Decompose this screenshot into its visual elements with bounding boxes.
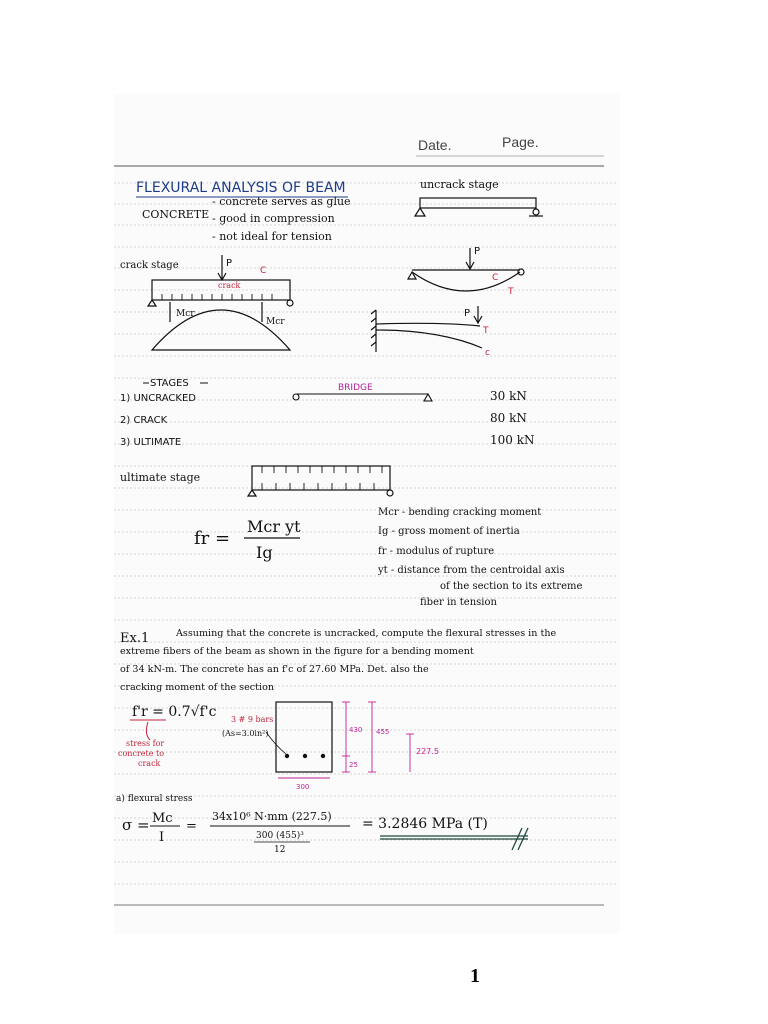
cantilever-c: c bbox=[485, 348, 490, 358]
example-text-line: of 34 kN-m. The concrete has an f'c of 27.60 MPa. Det. also the bbox=[120, 664, 429, 675]
section-d1: 430 bbox=[349, 726, 363, 734]
stage-name: 2) CRACK bbox=[120, 415, 168, 426]
fr-note: crack bbox=[138, 759, 161, 768]
example-text-line: Assuming that the concrete is uncracked, compute the flexural stresses in the bbox=[176, 628, 557, 639]
sigma-symbol: σ = bbox=[122, 816, 150, 834]
fr-note: stress for bbox=[126, 739, 165, 748]
crack-mcr-left: Mcr bbox=[176, 309, 195, 319]
example-label: Ex.1 bbox=[120, 631, 150, 646]
concrete-note: - concrete serves as glue bbox=[212, 195, 351, 208]
section-yt: 227.5 bbox=[416, 747, 439, 756]
section-width: 300 bbox=[296, 783, 310, 791]
crack-annotation: crack bbox=[218, 281, 241, 290]
deflected-t: T bbox=[508, 287, 514, 297]
page-number: 1 bbox=[470, 965, 480, 987]
formula-lhs: fr = bbox=[194, 528, 231, 549]
flexural-label: a) flexural stress bbox=[116, 794, 193, 804]
cantilever-t: T bbox=[483, 326, 489, 336]
concrete-label: CONCRETE bbox=[142, 208, 210, 221]
stage-name: 3) ULTIMATE bbox=[120, 437, 182, 448]
fr-formula: f'r = 0.7√f'c bbox=[132, 704, 217, 720]
stage-load: 80 kN bbox=[490, 411, 527, 425]
mc-numerator: Mc bbox=[152, 811, 173, 826]
crack-compression-c: C bbox=[260, 266, 267, 276]
page-title: FLEXURAL ANALYSIS OF BEAM bbox=[136, 180, 346, 196]
crack-load-p: P bbox=[226, 258, 233, 269]
formula-denominator: Ig bbox=[256, 543, 273, 562]
crack-stage-label: crack stage bbox=[120, 260, 179, 271]
definition-line: fr - modulus of rupture bbox=[378, 546, 495, 557]
stages-heading: STAGES bbox=[150, 378, 189, 389]
stage-load: 100 kN bbox=[490, 433, 535, 447]
definition-line: of the section to its extreme bbox=[440, 581, 583, 592]
definition-line: yt - distance from the centroidal axis bbox=[378, 565, 565, 576]
calc-denominator-12: 12 bbox=[274, 845, 286, 855]
crack-mcr-right: Mcr bbox=[266, 317, 285, 327]
cantilever-load-p: P bbox=[464, 308, 471, 319]
flexural-result: = 3.2846 MPa (T) bbox=[362, 816, 488, 832]
stage-name: 1) UNCRACKED bbox=[120, 393, 196, 404]
calc-numerator: 34x10⁶ N·mm (227.5) bbox=[212, 810, 332, 823]
uncrack-stage-label: uncrack stage bbox=[420, 178, 499, 191]
section-d2: 455 bbox=[376, 728, 390, 736]
concrete-note: - good in compression bbox=[212, 212, 335, 225]
bridge-label: BRIDGE bbox=[338, 383, 373, 393]
page-label: Page. bbox=[502, 134, 539, 150]
example-text-line: cracking moment of the section bbox=[120, 682, 275, 693]
stage-load: 30 kN bbox=[490, 389, 527, 403]
section-bars: 3 # 9 bars bbox=[231, 715, 274, 724]
example-text-line: extreme fibers of the beam as shown in the figure for a bending moment bbox=[120, 646, 474, 657]
fr-note: concrete to bbox=[118, 749, 165, 758]
concrete-note: - not ideal for tension bbox=[212, 230, 332, 243]
svg-text:=: = bbox=[186, 819, 197, 834]
section-as: (As=3.0in²) bbox=[222, 729, 269, 738]
calc-denominator: 300 (455)³ bbox=[256, 831, 304, 841]
mc-denominator: I bbox=[159, 830, 165, 845]
date-label: Date. bbox=[418, 137, 452, 153]
deflected-load-p: P bbox=[474, 246, 481, 257]
definition-line: fiber in tension bbox=[420, 597, 497, 608]
definition-line: Mcr - bending cracking moment bbox=[378, 507, 542, 518]
section-d3: 25 bbox=[349, 761, 358, 769]
definition-line: Ig - gross moment of inertia bbox=[378, 526, 520, 537]
ultimate-stage-label: ultimate stage bbox=[120, 471, 201, 484]
formula-numerator: Mcr yt bbox=[247, 517, 301, 536]
deflected-c: C bbox=[492, 273, 499, 283]
